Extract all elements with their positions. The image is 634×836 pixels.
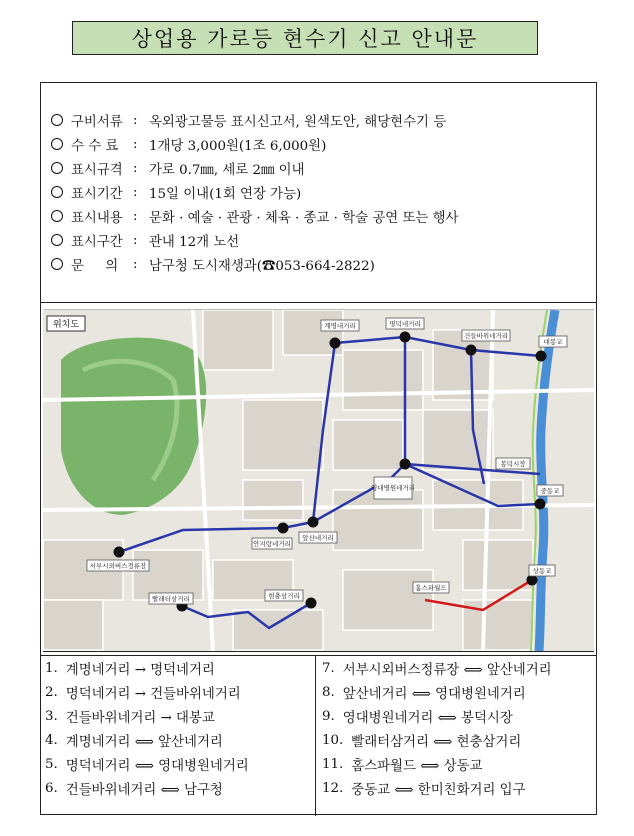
map-label-daebong: 대봉교 — [543, 338, 563, 346]
notice-frame — [40, 82, 597, 815]
bullet-circle-icon — [51, 186, 63, 198]
route-item: 8. 앞산네거리 ⟺ 영대병원네거리 — [322, 684, 526, 702]
map-label-hyeonchung: 현충삼거리 — [268, 592, 300, 600]
map-tag: 위치도 — [52, 320, 80, 330]
map-label-sangdong: 상동교 — [532, 567, 552, 575]
route-item: 12. 중동교 ⟺ 한미친화거리 입구 — [322, 780, 526, 798]
map-label-bongdeok: 봉덕시장 — [500, 460, 526, 468]
routes-column-right — [316, 656, 596, 816]
map-svg — [43, 310, 594, 651]
route-item: 4. 계명네거리 ⟺ 앞산네거리 — [45, 732, 223, 750]
bullet-circle-icon — [51, 138, 63, 150]
map-label-yeongdae: 영대병원네거리 — [371, 484, 415, 492]
info-row-section: 표시구간 : 관내 12개 노선 — [51, 228, 458, 252]
info-section — [41, 83, 596, 303]
route-item: 1. 계명네거리 → 명덕네거리 — [45, 660, 215, 678]
info-row-documents: 구비서류 : 옥외광고물등 표시신고서, 원색도안, 해당현수기 등 — [51, 108, 458, 132]
map-label-myeongdeok: 명덕네거리 — [389, 320, 421, 328]
routes-column-left — [41, 656, 316, 816]
map-label-ansan: 앞산네거리 — [302, 534, 334, 542]
map-label-homeplus: 홈스파월드 — [415, 584, 447, 592]
route-item: 7. 서부시외버스정류장 ⟺ 앞산네거리 — [322, 660, 552, 678]
route-item: 10. 빨래터삼거리 ⟺ 현충삼거리 — [322, 732, 522, 750]
info-row-fee: 수 수 료 : 1개당 3,000원(1조 6,000원) — [51, 132, 458, 156]
info-row-size: 표시규격 : 가로 0.7㎜, 세로 2㎜ 이내 — [51, 156, 458, 180]
info-list — [51, 108, 458, 276]
bullet-circle-icon — [51, 234, 63, 246]
bullet-circle-icon — [51, 114, 63, 126]
info-row-contact: 문 의 : 남구청 도시재생과(☎053-664-2822) — [51, 252, 458, 276]
route-item: 5. 명덕네거리 ⟺ 영대병원네거리 — [45, 756, 249, 774]
map-label-gyemyeong: 계명네거리 — [324, 322, 356, 330]
page-title: 상업용 가로등 현수기 신고 안내문 — [72, 21, 538, 55]
location-map — [43, 309, 594, 652]
map-label-jungdong: 중동교 — [540, 487, 560, 495]
route-item: 2. 명덕네거리 → 건들바위네거리 — [45, 684, 241, 702]
map-label-ppallae: 빨래터삼거리 — [152, 595, 190, 603]
bullet-circle-icon — [51, 210, 63, 222]
route-item: 9. 영대병원네거리 ⟺ 봉덕시장 — [322, 708, 513, 726]
bullet-circle-icon — [51, 162, 63, 174]
map-label-geondeul: 건들바위네거리 — [464, 332, 508, 340]
bullet-circle-icon — [51, 258, 63, 270]
map-label-anji: 안지랑네거리 — [253, 540, 291, 548]
info-row-period: 표시기간 : 15일 이내(1회 연장 가능) — [51, 180, 458, 204]
routes-table — [41, 655, 596, 816]
map-label-seobu: 서부시외버스정류장 — [89, 562, 147, 570]
info-row-content: 표시내용 : 문화 · 예술 · 관광 · 체육 · 종교 · 학술 공연 또는 행사 — [51, 204, 458, 228]
route-item: 3. 건들바위네거리 → 대봉교 — [45, 708, 215, 726]
route-item: 11. 홈스파월드 ⟺ 상동교 — [322, 756, 483, 774]
route-item: 6. 건들바위네거리 ⟺ 남구청 — [45, 780, 223, 798]
